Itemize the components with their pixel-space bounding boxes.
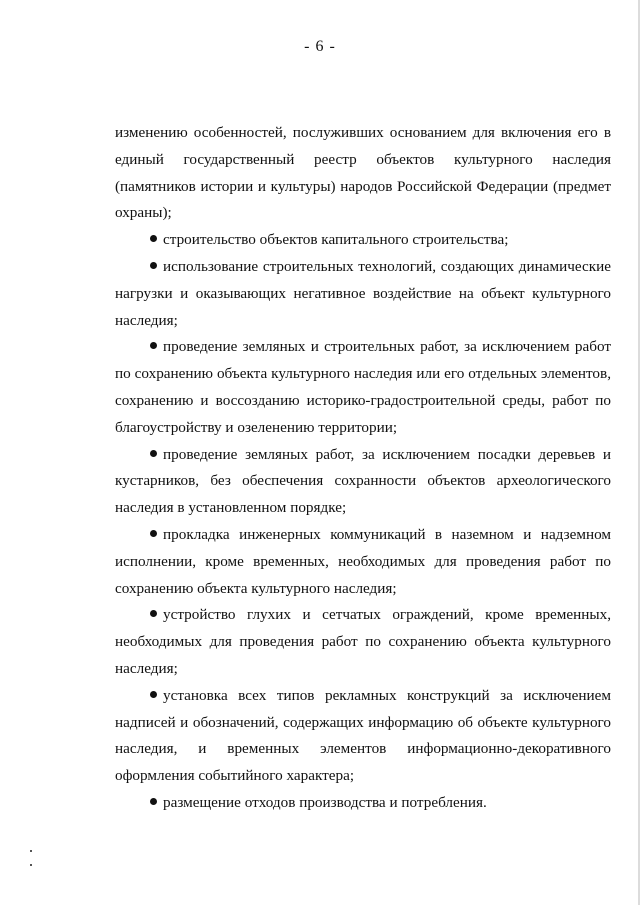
- bullet-text: размещение отходов производства и потребления.: [163, 793, 487, 811]
- bullet-icon: [150, 262, 157, 269]
- bullet-text: проведение земляных и строительных работ, за исключением работ по сохранению объекта культурного наследия или его отдельных элементов, сохранению и воссозданию историко-градостроительной среды, работ по благоустройству и озеленению территории;: [115, 338, 611, 436]
- paragraph-continuation: [115, 120, 611, 227]
- bullet-icon: [150, 691, 157, 698]
- scan-speck: [30, 864, 32, 866]
- bullet-icon: [150, 450, 157, 457]
- bullet-item: [115, 602, 611, 682]
- bullet-item: [115, 254, 611, 334]
- scan-speck: [30, 850, 32, 852]
- bullet-text: проведение земляных работ, за исключением посадки деревьев и кустарников, без обеспечения сохранности объектов археологического наследия в установленном порядке;: [115, 445, 611, 517]
- bullet-icon: [150, 235, 157, 242]
- bullet-item: [115, 334, 611, 441]
- bullet-icon: [150, 798, 157, 805]
- bullet-item: [115, 442, 611, 522]
- bullet-text: прокладка инженерных коммуникаций в наземном и надземном исполнении, кроме временных, необходимых для проведения работ по сохранению объекта культурного наследия;: [115, 525, 611, 597]
- bullet-icon: [150, 342, 157, 349]
- bullet-text: строительство объектов капитального строительства;: [163, 231, 509, 249]
- bullet-item: [115, 790, 611, 817]
- paragraph-text: изменению особенностей, послуживших основанием для включения его в единый государственный реестр объектов культурного наследия (памятников истории и культуры) народов Российской Федерации (предмет охраны);: [115, 124, 611, 222]
- bullet-item: [115, 522, 611, 602]
- bullet-icon: [150, 610, 157, 617]
- bullet-icon: [150, 530, 157, 537]
- bullet-item: [115, 683, 611, 790]
- document-body: [115, 120, 611, 817]
- bullet-text: использование строительных технологий, создающих динамические нагрузки и оказывающих негативное воздействие на объект культурного наследия;: [115, 257, 611, 329]
- bullet-item: [115, 227, 611, 254]
- bullet-text: установка всех типов рекламных конструкций за исключением надписей и обозначений, содержащих информацию об объекте культурного наследия, и временных элементов информационно-декоративного оформления событийного характера;: [115, 686, 611, 785]
- bullet-text: устройство глухих и сетчатых ограждений, кроме временных, необходимых для проведения работ по сохранению объекта культурного наследия;: [115, 606, 611, 677]
- page-number: - 6 -: [304, 38, 336, 55]
